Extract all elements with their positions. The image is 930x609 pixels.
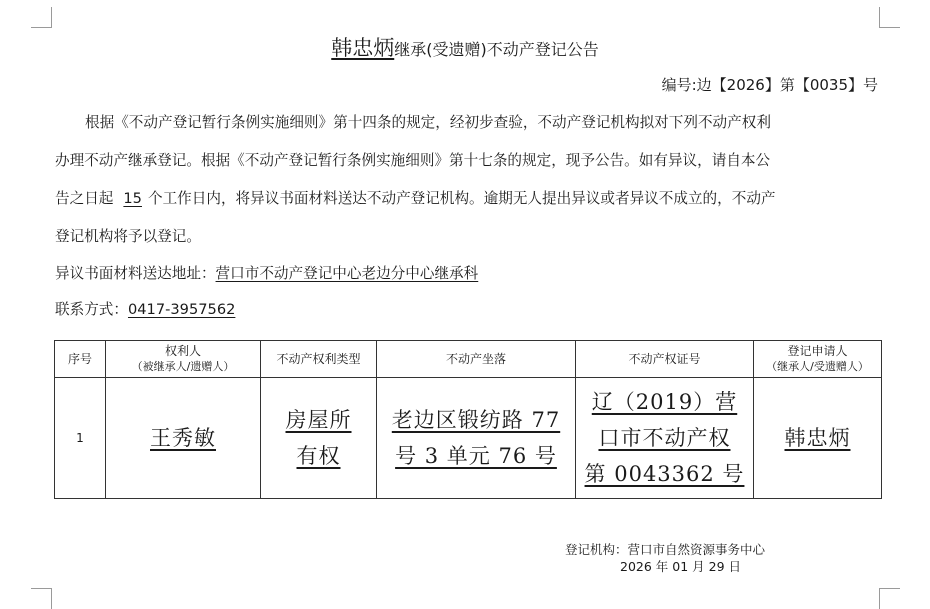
- right-holder-name: 王秀敏: [150, 426, 216, 450]
- header-right-holder-sub: （被继承人/遗赠人）: [131, 360, 235, 373]
- table-header-row: [55, 341, 882, 378]
- page-corner-mark-top-right: [879, 7, 900, 28]
- issuing-authority: 登记机构：营口市自然资源事务中心: [565, 542, 766, 557]
- registration-table: [54, 340, 882, 499]
- right-type-line-2: 有权: [296, 444, 341, 468]
- header-applicant-sub: （继承人/受遗赠人）: [766, 360, 869, 373]
- body-line-3: [55, 187, 885, 208]
- certificate-line-2: 口市不动产权: [598, 426, 731, 450]
- body-line-1: 根据《不动产登记暂行条例实施细则》第十四条的规定，经初步查验，不动产登记机构拟对下列不动产权利: [85, 114, 771, 131]
- contact-label: 联系方式：: [55, 301, 128, 318]
- certificate-line-3: 第 0043362 号: [584, 462, 745, 486]
- page-corner-mark-bottom-left: [31, 588, 52, 609]
- right-type-line-1: 房屋所: [285, 408, 352, 432]
- body-line-3-prefix: 告之日起: [55, 190, 114, 207]
- cell-right-holder: [106, 378, 261, 499]
- contact-phone: 0417-3957562: [127, 301, 236, 318]
- page-title: [0, 32, 930, 62]
- issue-date: 2026 年 01 月 29 日: [620, 559, 741, 574]
- cell-applicant: [754, 378, 882, 499]
- body-line-2: 办理不动产继承登记。根据《不动产登记暂行条例实施细则》第十七条的规定，现予公告。如有异议，请自本公: [55, 152, 771, 169]
- body-line-3-suffix: 个工作日内，将异议书面材料送达不动产登记机构。逾期无人提出异议或者异议不成立的，不动产: [147, 190, 776, 207]
- header-applicant: [754, 341, 882, 378]
- page-corner-mark-bottom-right: [879, 588, 900, 609]
- body-line-4: 登记机构将予以登记。: [55, 228, 201, 245]
- header-right-holder-label: 权利人: [164, 344, 201, 358]
- certificate-line-1: 辽（2019）营: [591, 390, 738, 414]
- address-value: 营口市不动产登记中心老边分中心继承科: [215, 265, 479, 282]
- document-number: 编号:边【2026】第【0035】号: [661, 76, 878, 94]
- header-index: 序号: [55, 341, 106, 378]
- location-line-2: 号 3 单元 76 号: [395, 444, 557, 468]
- header-certificate: 不动产权证号: [576, 341, 754, 378]
- table-row: [55, 378, 882, 499]
- page-corner-mark-top-left: [31, 7, 52, 28]
- applicant-name: 韩忠炳: [784, 426, 851, 450]
- header-location: 不动产坐落: [377, 341, 576, 378]
- cell-right-type: [261, 378, 377, 499]
- cell-index: 1: [55, 378, 106, 499]
- title-text: 继承(受遗赠)不动产登记公告: [394, 40, 599, 59]
- cell-location: [377, 378, 576, 499]
- address-label: 异议书面材料送达地址：: [55, 265, 216, 282]
- header-right-type: 不动产权利类型: [261, 341, 377, 378]
- objection-days: 15: [123, 190, 142, 207]
- header-applicant-label: 登记申请人: [787, 344, 848, 358]
- cell-certificate: [576, 378, 754, 499]
- header-right-holder: [106, 341, 261, 378]
- title-name: 韩忠炳: [331, 36, 395, 60]
- location-line-1: 老边区锻纺路 77: [391, 408, 561, 432]
- objection-address: [55, 262, 885, 283]
- contact-info: [55, 298, 885, 319]
